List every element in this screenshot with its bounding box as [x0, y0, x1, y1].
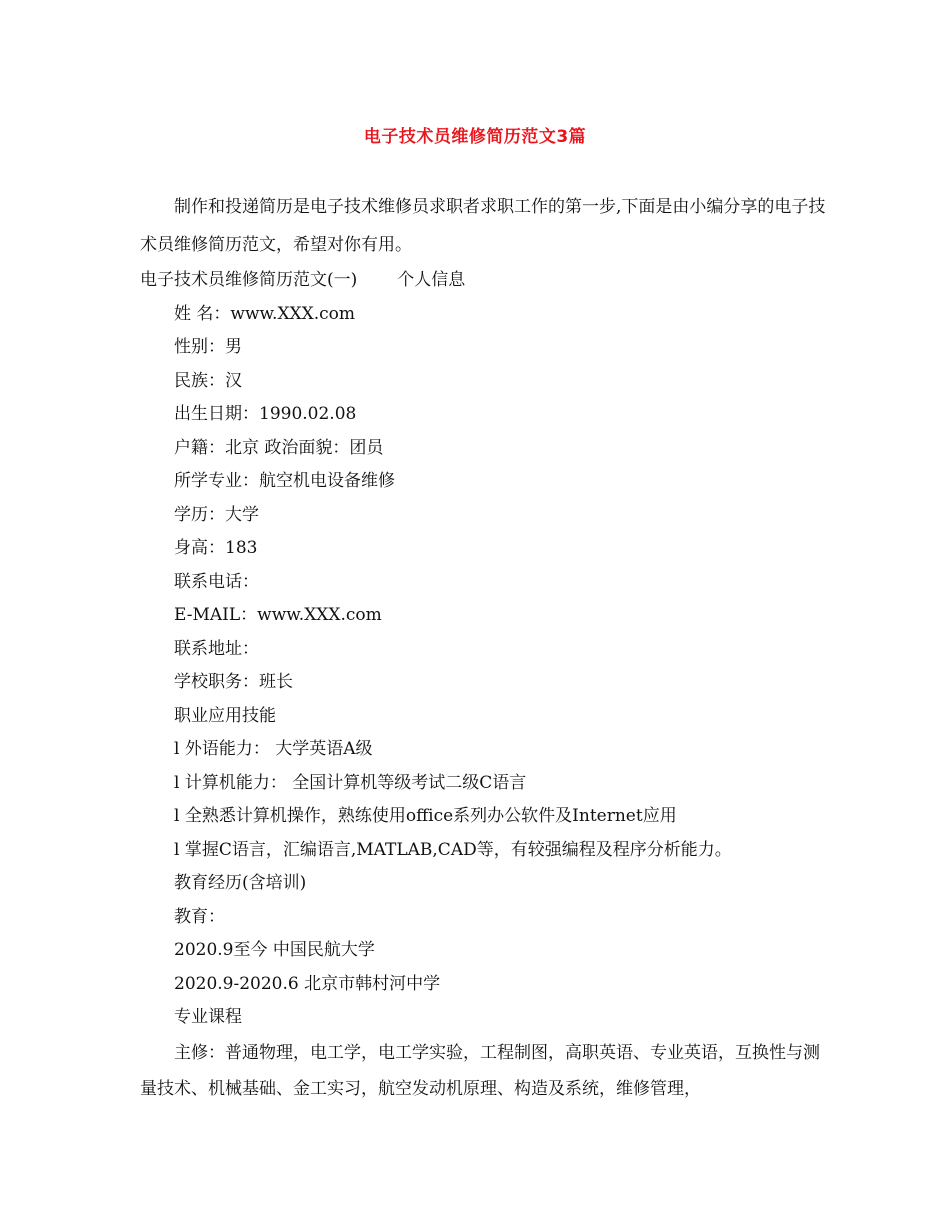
info-address: 联系地址： [174, 638, 259, 659]
intro-paragraph: 制作和投递简历是电子技术维修员求职者求职工作的第一步,下面是由小编分享的电子技术员维修简历范文，希望对你有用。 [140, 197, 826, 255]
section-subheading: 个人信息 [397, 270, 466, 290]
skill-computer: l 计算机能力： 全国计算机等级考试二级C语言 [174, 772, 527, 793]
info-birthdate: 出生日期：1990.02.08 [174, 404, 357, 424]
info-gender: 性别：男 [174, 337, 242, 357]
section-heading-row [140, 264, 830, 298]
info-school-role: 学校职务：班长 [174, 672, 293, 692]
skills-heading: 职业应用技能 [174, 705, 276, 726]
section-heading: 电子技术员维修简历范文(一) [140, 270, 358, 290]
education-label: 教育： [174, 906, 225, 927]
education-university: 2020.9至今 中国民航大学 [174, 940, 375, 960]
info-phone: 联系电话： [174, 571, 259, 592]
courses-paragraph: 主修：普通物理，电工学，电工学实验，工程制图，高职英语、专业英语，互换性与测量技术、机械基础、金工实习，航空发动机原理、构造及系统，维修管理， [140, 1042, 820, 1099]
skill-office: l 全熟悉计算机操作，熟练使用office系列办公软件及Internet应用 [174, 806, 677, 826]
courses-heading: 专业课程 [174, 1007, 242, 1027]
document-title: 电子技术员维修简历范文3篇 [363, 127, 587, 147]
document-body [140, 188, 830, 1107]
info-major: 所学专业：航空机电设备维修 [174, 471, 395, 491]
skill-programming: l 掌握C语言，汇编语言,MATLAB,CAD等，有较强编程及程序分析能力。 [174, 839, 732, 860]
info-name: 姓 名：www.XXX.com [174, 303, 356, 324]
info-education: 学历：大学 [174, 504, 259, 525]
info-height: 身高：183 [174, 538, 258, 558]
education-highschool: 2020.9-2020.6 北京市韩村河中学 [174, 973, 441, 994]
info-household: 户籍：北京 政治面貌：团员 [174, 437, 384, 458]
info-email: E-MAIL：www.XXX.com [174, 605, 382, 625]
info-ethnicity: 民族：汉 [174, 370, 242, 391]
education-heading: 教育经历(含培训) [174, 873, 307, 893]
skill-language: l 外语能力： 大学英语A级 [174, 739, 373, 759]
